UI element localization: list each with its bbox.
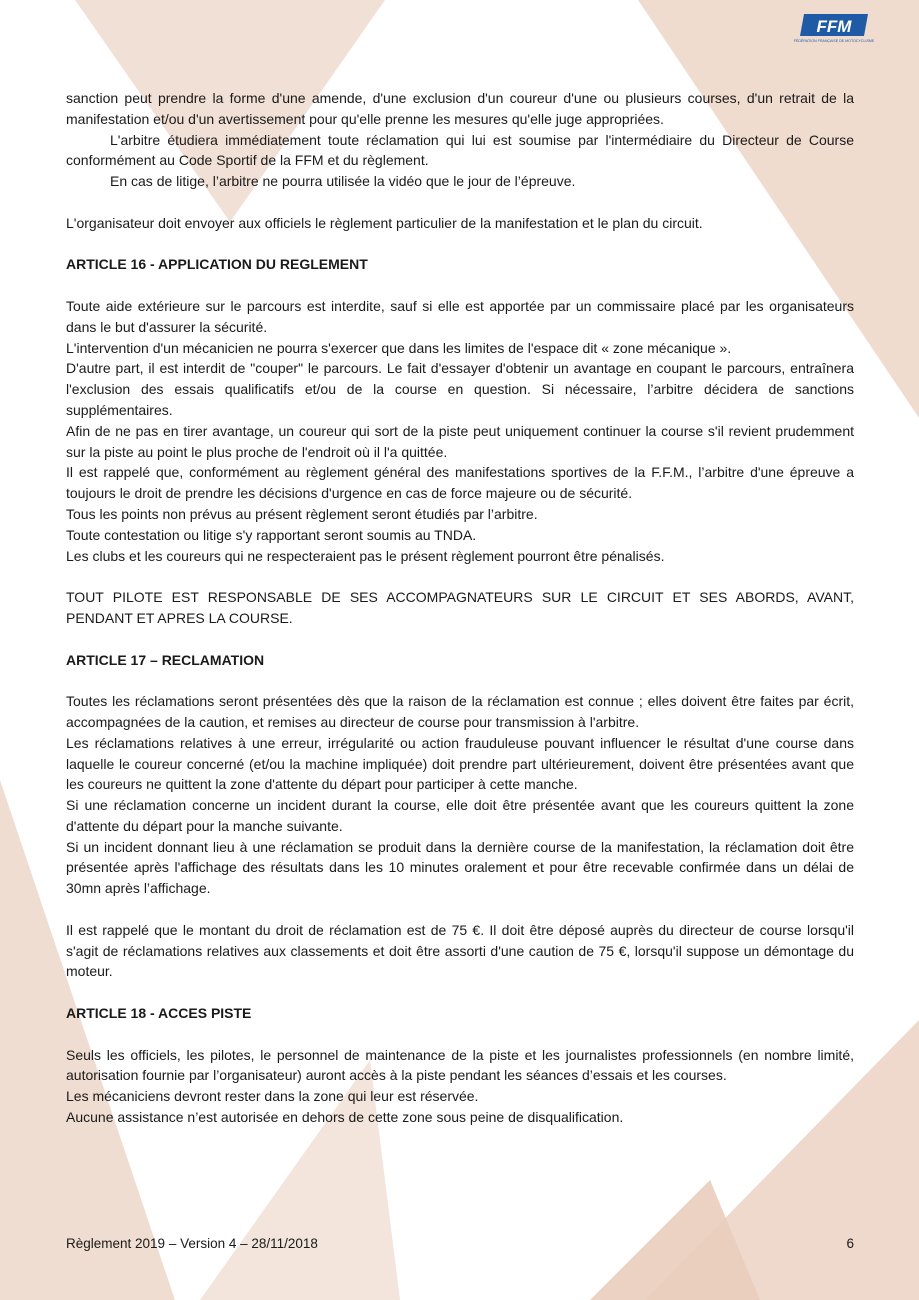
article-16-heading: ARTICLE 16 - APPLICATION DU REGLEMENT (66, 256, 368, 273)
paragraph: sanction peut prendre la forme d'une amende, d'une exclusion d'un coureur d'une ou plusieurs courses, d'un retrait de la manifestation et/ou d'un avertissement pour qu'elle prenne les mesures qu'elle juge appropriées. (66, 90, 854, 127)
footer-version: Règlement 2019 – Version 4 – 28/11/2018 (66, 1236, 318, 1251)
paragraph: Les clubs et les coureurs qui ne respecteraient pas le présent règlement pourront être pénalisés. (66, 547, 665, 564)
paragraph: D'autre part, il est interdit de "couper" le parcours. Le fait d'essayer d'obtenir un avantage en coupant le parcours, entraînera l'exclusion des essais qualificatifs et/ou de la course en question. Si nécessaire, l’arbitre décidera de sanctions supplémentaires. (66, 360, 854, 418)
paragraph: Les mécaniciens devront rester dans la zone qui leur est réservée. (66, 1088, 479, 1105)
paragraph: L'intervention d'un mécanicien ne pourra s'exercer que dans les limites de l'espace dit « zone mécanique ». (66, 339, 732, 356)
paragraph: L'organisateur doit envoyer aux officiels le règlement particulier de la manifestation et le plan du circuit. (66, 214, 703, 231)
paragraph: Tous les points non prévus au présent règlement seront étudiés par l’arbitre. (66, 505, 538, 522)
logo-text: FFM (816, 17, 852, 36)
paragraph: L'arbitre étudiera immédiatement toute réclamation qui lui est soumise par l'intermédiaire du Directeur de Course conformément au Code Sportif de la FFM et du règlement. (66, 131, 854, 169)
article-17-heading: ARTICLE 17 – RECLAMATION (66, 651, 265, 668)
paragraph: Afin de ne pas en tirer avantage, un coureur qui sort de la piste peut uniquement continuer la course s'il revient prudemment sur la piste au point le plus proche de l'endroit où il l'a quittée. (66, 422, 854, 460)
article-18-heading: ARTICLE 18 - ACCES PISTE (66, 1005, 252, 1022)
page-number: 6 (846, 1236, 854, 1251)
paragraph: Il est rappelé que, conformément au règlement général des manifestations sportives de la F.F.M., l’arbitre d'une épreuve a toujours le droit de prendre les décisions d'urgence en cas de force majeure ou de sécurité. (66, 464, 854, 502)
document-body (66, 88, 854, 1128)
logo-tagline: FÉDÉRATION FRANÇAISE DE MOTOCYCLISME (793, 39, 875, 43)
paragraph: Aucune assistance n’est autorisée en dehors de cette zone sous peine de disqualification. (66, 1109, 624, 1126)
ffm-logo (793, 14, 875, 49)
paragraph: Il est rappelé que le montant du droit de réclamation est de 75 €. Il doit être déposé auprès du directeur de course lorsqu'il s'agit de réclamations relatives aux classements et doit être assorti d'une caution de 75 €, lorsqu'il suppose un démontage du moteur. (66, 921, 854, 980)
paragraph-caps: TOUT PILOTE EST RESPONSABLE DE SES ACCOMPAGNATEURS SUR LE CIRCUIT ET SES ABORDS, AVANT, PENDANT ET APRES LA COURSE. (66, 589, 854, 626)
paragraph: Si une réclamation concerne un incident durant la course, elle doit être présentée avant que les coureurs quittent la zone d'attente du départ pour la manche suivante. (66, 797, 854, 834)
paragraph: Toute contestation ou litige s'y rapportant seront soumis au TNDA. (66, 526, 477, 543)
paragraph: Si un incident donnant lieu à une réclamation se produit dans la dernière course de la manifestation, la réclamation doit être présentée après l'affichage des résultats dans les 10 minutes oralement et pour être recevable confirmée dans un délai de 30mn après l’affichage. (66, 838, 854, 897)
page-footer (66, 1236, 854, 1251)
paragraph: Seuls les officiels, les pilotes, le personnel de maintenance de la piste et les journalistes professionnels (en nombre limité, autorisation fournie par l’organisateur) auront accès à la piste pendant les séances d’essais et les courses. (66, 1046, 854, 1084)
paragraph: Toute aide extérieure sur le parcours est interdite, sauf si elle est apportée par un commissaire placé par les organisateurs dans le but d'assurer la sécurité. (66, 297, 854, 335)
paragraph: Les réclamations relatives à une erreur, irrégularité ou action frauduleuse pouvant influencer le résultat d'une course dans laquelle le coureur concerné (et/ou la machine impliquée) doit prendre part ultérieurement, doivent être présentées avant que les coureurs ne quittent la zone d'attente du départ pour participer à cette manche. (66, 734, 854, 793)
paragraph: Toutes les réclamations seront présentées dès que la raison de la réclamation est connue ; elles doivent être faites par écrit, accompagnées de la caution, et remises au directeur de course pour transmission à l'arbitre. (66, 693, 854, 730)
paragraph: En cas de litige, l’arbitre ne pourra utilisée la vidéo que le jour de l’épreuve. (110, 173, 576, 190)
